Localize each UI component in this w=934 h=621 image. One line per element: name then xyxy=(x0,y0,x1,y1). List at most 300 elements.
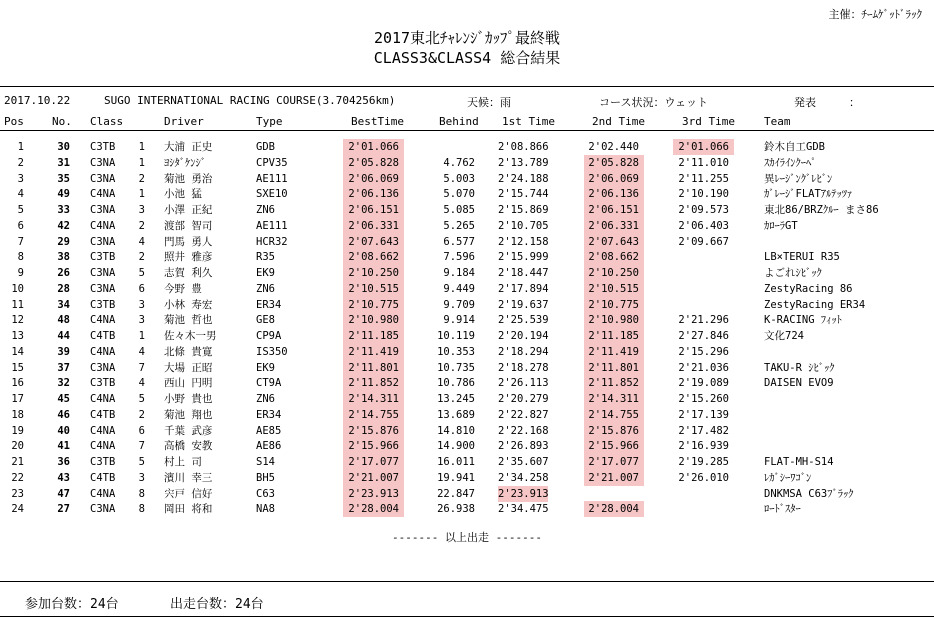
behind-cell: 26.938 xyxy=(437,503,475,516)
third-time-cell: 2'11.255 xyxy=(678,172,729,185)
best-time-cell: 2'11.185 xyxy=(343,328,404,344)
pos-cell: 4 xyxy=(17,188,24,201)
behind-cell: 9.449 xyxy=(443,282,475,295)
second-time-cell: 2'15.966 xyxy=(584,438,644,454)
class-rank-cell: 1 xyxy=(138,156,145,169)
pos-cell: 18 xyxy=(11,408,24,421)
car-type-cell: CP9A xyxy=(256,330,282,342)
table-row xyxy=(0,281,934,297)
announcement-time: 発表 ： xyxy=(794,96,860,109)
entries-count: 参加台数：24台 xyxy=(25,597,119,612)
second-time-cell: 2'28.004 xyxy=(584,501,644,517)
best-time-cell: 2'21.007 xyxy=(343,470,404,486)
class-rank-cell: 4 xyxy=(138,235,145,248)
table-row xyxy=(0,328,934,344)
car-type-cell: R35 xyxy=(256,251,275,264)
table-row xyxy=(0,423,934,439)
behind-cell: 10.735 xyxy=(437,361,475,374)
best-time-cell: 2'06.331 xyxy=(343,218,404,234)
second-time-cell: 2'15.876 xyxy=(584,423,644,439)
third-time-cell: 2'15.296 xyxy=(678,345,729,358)
driver-cell: 菊池 勇治 xyxy=(164,172,213,185)
second-time-cell: 2'06.069 xyxy=(584,171,644,187)
class-cell: C3NA xyxy=(90,503,116,516)
footer-divider xyxy=(0,581,934,582)
third-time-cell: 2'27.846 xyxy=(678,330,729,342)
best-time-cell: 2'23.913 xyxy=(343,486,404,502)
second-time-cell: 2'06.151 xyxy=(584,202,644,218)
class-cell: C4NA xyxy=(90,314,116,327)
class-rank-cell: 3 xyxy=(138,204,145,216)
second-time-cell: 2'10.515 xyxy=(584,281,644,297)
pos-cell: 5 xyxy=(17,204,24,216)
car-number-cell: 29 xyxy=(57,235,70,248)
col-header-no: No. xyxy=(52,115,72,128)
class-cell: C3TB xyxy=(90,298,116,311)
car-number-cell: 31 xyxy=(57,156,70,169)
class-cell: C4NA xyxy=(90,440,116,453)
behind-cell: 5.085 xyxy=(443,204,475,216)
team-cell: ｶﾞﾚｰｼﾞFLATｱﾙﾃｯﾂｧ xyxy=(764,188,853,201)
driver-cell: 千葉 武彦 xyxy=(164,424,213,437)
second-time-cell: 2'11.185 xyxy=(584,328,644,344)
class-cell: C4NA xyxy=(90,219,116,232)
starters-count: 出走台数：24台 xyxy=(170,597,264,612)
second-time-cell: 2'11.801 xyxy=(584,360,644,376)
car-type-cell: HCR32 xyxy=(256,235,288,248)
behind-cell: 16.011 xyxy=(437,456,475,468)
second-time-cell: 2'08.662 xyxy=(584,249,644,265)
table-row xyxy=(0,360,934,376)
class-rank-cell: 2 xyxy=(138,172,145,185)
car-type-cell: ZN6 xyxy=(256,393,275,405)
pos-cell: 3 xyxy=(17,172,24,185)
behind-cell: 10.353 xyxy=(437,345,475,358)
best-time-cell: 2'11.419 xyxy=(343,344,404,360)
team-cell: 文化724 xyxy=(764,330,804,342)
first-time-cell: 2'34.475 xyxy=(498,503,549,516)
car-number-cell: 34 xyxy=(57,298,70,311)
table-row xyxy=(0,155,934,171)
class-rank-cell: 2 xyxy=(138,219,145,232)
table-row xyxy=(0,454,934,470)
class-cell: C3TB xyxy=(90,251,116,264)
driver-cell: 濱川 幸三 xyxy=(164,471,213,484)
best-time-cell: 2'05.828 xyxy=(343,155,404,171)
second-time-cell: 2'10.980 xyxy=(584,312,644,328)
col-header-besttime: BestTime xyxy=(351,115,404,128)
table-row xyxy=(0,375,934,391)
driver-cell: ﾖｼﾀﾞｹﾝｼﾞ xyxy=(164,156,206,169)
class-rank-cell: 3 xyxy=(138,471,145,484)
driver-cell: 岡田 将和 xyxy=(164,503,213,516)
pos-cell: 23 xyxy=(11,487,24,500)
driver-cell: 西山 円明 xyxy=(164,377,213,390)
pos-cell: 16 xyxy=(11,377,24,390)
best-time-cell: 2'14.311 xyxy=(343,391,404,407)
second-time-cell: 2'11.852 xyxy=(584,375,644,391)
class-rank-cell: 2 xyxy=(138,408,145,421)
third-time-cell: 2'17.482 xyxy=(678,424,729,437)
table-row xyxy=(0,297,934,313)
driver-cell: 小池 猛 xyxy=(164,188,202,201)
col-header-pos: Pos xyxy=(4,115,24,128)
first-time-cell: 2'22.827 xyxy=(498,408,549,421)
class-rank-cell: 5 xyxy=(138,456,145,468)
car-number-cell: 35 xyxy=(57,172,70,185)
col-header-3rd-time: 3rd Time xyxy=(682,115,735,128)
class-rank-cell: 5 xyxy=(138,393,145,405)
first-time-cell: 2'15.744 xyxy=(498,188,549,201)
car-type-cell: EK9 xyxy=(256,361,275,374)
team-cell: DAISEN EVO9 xyxy=(764,377,834,390)
best-time-cell: 2'11.801 xyxy=(343,360,404,376)
table-row xyxy=(0,438,934,454)
behind-cell: 10.786 xyxy=(437,377,475,390)
second-time-cell: 2'14.311 xyxy=(584,391,644,407)
first-time-cell: 2'18.447 xyxy=(498,267,549,279)
driver-cell: 大浦 正史 xyxy=(164,141,213,153)
pos-cell: 24 xyxy=(11,503,24,516)
car-number-cell: 49 xyxy=(57,188,70,201)
class-rank-cell: 6 xyxy=(138,424,145,437)
best-time-cell: 2'17.077 xyxy=(343,454,404,470)
header-divider xyxy=(0,130,934,131)
driver-cell: 高橋 安教 xyxy=(164,440,213,453)
behind-cell: 7.596 xyxy=(443,251,475,264)
course-status: コース状況：ウェット xyxy=(599,96,709,109)
table-row xyxy=(0,218,934,234)
pos-cell: 14 xyxy=(11,345,24,358)
behind-cell: 4.762 xyxy=(443,156,475,169)
team-cell: 鈴木自工GDB xyxy=(764,141,825,153)
car-type-cell: S14 xyxy=(256,456,275,468)
car-type-cell: NA8 xyxy=(256,503,275,516)
pos-cell: 22 xyxy=(11,471,24,484)
car-number-cell: 46 xyxy=(57,408,70,421)
car-number-cell: 47 xyxy=(57,487,70,500)
team-cell: ｶﾛｰﾗGT xyxy=(764,219,798,232)
car-type-cell: C63 xyxy=(256,487,275,500)
second-time-cell: 2'10.250 xyxy=(584,265,644,281)
second-time-cell: 2'07.643 xyxy=(584,234,644,250)
table-row xyxy=(0,344,934,360)
third-time-cell: 2'10.190 xyxy=(678,188,729,201)
pos-cell: 7 xyxy=(17,235,24,248)
best-time-cell: 2'11.852 xyxy=(343,375,404,391)
pos-cell: 1 xyxy=(17,141,24,153)
car-type-cell: BH5 xyxy=(256,471,275,484)
col-header-class: Class xyxy=(90,115,124,128)
best-time-cell: 2'10.250 xyxy=(343,265,404,281)
class-rank-cell: 4 xyxy=(138,345,145,358)
pos-cell: 12 xyxy=(11,314,24,327)
team-cell: DNKMSA C63ﾌﾞﾗｯｸ xyxy=(764,487,854,500)
first-time-cell: 2'18.294 xyxy=(498,345,549,358)
third-time-cell: 2'21.036 xyxy=(678,361,729,374)
pos-cell: 15 xyxy=(11,361,24,374)
third-time-cell: 2'16.939 xyxy=(678,440,729,453)
car-type-cell: ER34 xyxy=(256,298,282,311)
pos-cell: 19 xyxy=(11,424,24,437)
team-cell: ｽｶｲﾗｲﾝｸｰﾍﾟ xyxy=(764,156,817,169)
class-cell: C4NA xyxy=(90,188,116,201)
driver-cell: 大場 正昭 xyxy=(164,361,213,374)
page-title: 2017東北ﾁｬﾚﾝｼﾞｶｯﾌﾟ最終戦 xyxy=(373,29,561,47)
car-type-cell: GE8 xyxy=(256,314,275,327)
car-type-cell: CT9A xyxy=(256,377,282,390)
top-divider xyxy=(0,86,934,87)
third-time-cell: 2'09.667 xyxy=(678,235,729,248)
car-type-cell: SXE10 xyxy=(256,188,288,201)
third-time-cell: 2'01.066 xyxy=(673,139,734,155)
car-type-cell: AE111 xyxy=(256,172,288,185)
table-row xyxy=(0,407,934,423)
class-cell: C3NA xyxy=(90,282,116,295)
behind-cell: 9.914 xyxy=(443,314,475,327)
second-time-cell: 2'05.828 xyxy=(584,155,644,171)
car-number-cell: 39 xyxy=(57,345,70,358)
pos-cell: 2 xyxy=(17,156,24,169)
class-cell: C3NA xyxy=(90,361,116,374)
best-time-cell: 2'06.151 xyxy=(343,202,404,218)
driver-cell: 志賀 利久 xyxy=(164,267,213,279)
col-header-type: Type xyxy=(256,115,283,128)
class-cell: C4NA xyxy=(90,424,116,437)
car-number-cell: 40 xyxy=(57,424,70,437)
event-date: 2017.10.22 xyxy=(4,94,71,107)
course-name: SUGO INTERNATIONAL RACING COURSE(3.704256km) xyxy=(104,94,396,107)
table-row xyxy=(0,171,934,187)
third-time-cell: 2'19.285 xyxy=(678,456,729,468)
second-time-cell: 2'17.077 xyxy=(584,454,644,470)
third-time-cell: 2'21.296 xyxy=(678,314,729,327)
car-number-cell: 45 xyxy=(57,393,70,405)
pos-cell: 10 xyxy=(11,282,24,295)
car-number-cell: 38 xyxy=(57,251,70,264)
driver-cell: 渡部 智司 xyxy=(164,219,213,232)
class-rank-cell: 8 xyxy=(138,487,145,500)
team-cell: ZestyRacing ER34 xyxy=(764,298,866,311)
table-row xyxy=(0,391,934,407)
first-time-cell: 2'17.894 xyxy=(498,282,549,295)
driver-cell: 今野 豊 xyxy=(164,282,202,295)
driver-cell: 小野 貴也 xyxy=(164,393,213,405)
behind-cell: 5.003 xyxy=(443,172,475,185)
third-time-cell: 2'26.010 xyxy=(678,471,729,484)
third-time-cell: 2'17.139 xyxy=(678,408,729,421)
class-cell: C4NA xyxy=(90,393,116,405)
best-time-cell: 2'10.980 xyxy=(343,312,404,328)
behind-cell: 13.245 xyxy=(437,393,475,405)
class-cell: C3TB xyxy=(90,456,116,468)
first-time-cell: 2'24.188 xyxy=(498,172,549,185)
table-row xyxy=(0,265,934,281)
first-time-cell: 2'15.999 xyxy=(498,251,549,264)
pos-cell: 20 xyxy=(11,440,24,453)
class-cell: C4NA xyxy=(90,345,116,358)
car-number-cell: 43 xyxy=(57,471,70,484)
first-time-cell: 2'26.893 xyxy=(498,440,549,453)
table-row xyxy=(0,501,934,517)
first-time-cell: 2'08.866 xyxy=(498,141,549,153)
first-time-cell: 2'23.913 xyxy=(498,487,549,500)
driver-cell: 宍戸 信好 xyxy=(164,487,213,500)
pos-cell: 9 xyxy=(17,267,24,279)
car-type-cell: ZN6 xyxy=(256,282,275,295)
best-time-cell: 2'06.136 xyxy=(343,186,404,202)
second-time-cell: 2'10.775 xyxy=(584,297,644,313)
best-time-cell: 2'01.066 xyxy=(343,139,404,155)
table-row xyxy=(0,139,934,155)
second-time-cell: 2'06.136 xyxy=(584,186,644,202)
class-cell: C3TB xyxy=(90,377,116,390)
class-rank-cell: 2 xyxy=(138,251,145,264)
car-type-cell: ER34 xyxy=(256,408,282,421)
driver-cell: 佐々木一男 xyxy=(164,330,217,342)
second-time-cell: 2'21.007 xyxy=(584,470,644,486)
car-type-cell: AE111 xyxy=(256,219,288,232)
best-time-cell: 2'28.004 xyxy=(343,501,404,517)
car-type-cell: AE86 xyxy=(256,440,282,453)
class-cell: C3NA xyxy=(90,204,116,216)
team-cell: K-RACING ﾌｨｯﾄ xyxy=(764,314,842,327)
class-cell: C3NA xyxy=(90,156,116,169)
class-cell: C3NA xyxy=(90,267,116,279)
first-time-cell: 2'34.258 xyxy=(498,471,549,484)
second-time-cell: 2'06.331 xyxy=(584,218,644,234)
car-number-cell: 30 xyxy=(57,141,70,153)
col-header-behind: Behind xyxy=(439,115,479,128)
second-time-cell: 2'11.419 xyxy=(584,344,644,360)
team-cell: 東北86/BRZｸﾙｰ まさ86 xyxy=(764,204,879,216)
table-row xyxy=(0,234,934,250)
second-time-cell: 2'02.440 xyxy=(588,141,639,153)
first-time-cell: 2'22.168 xyxy=(498,424,549,437)
driver-cell: 小林 寿宏 xyxy=(164,298,213,311)
driver-cell: 門馬 勇人 xyxy=(164,235,213,248)
col-header-driver: Driver xyxy=(164,115,204,128)
class-cell: C4TB xyxy=(90,471,116,484)
behind-cell: 13.689 xyxy=(437,408,475,421)
driver-cell: 菊池 哲也 xyxy=(164,314,213,327)
col-header-1st-time: 1st Time xyxy=(502,115,555,128)
col-header-2nd-time: 2nd Time xyxy=(592,115,645,128)
class-rank-cell: 1 xyxy=(138,188,145,201)
class-cell: C3NA xyxy=(90,172,116,185)
behind-cell: 14.900 xyxy=(437,440,475,453)
third-time-cell: 2'15.260 xyxy=(678,393,729,405)
best-time-cell: 2'15.966 xyxy=(343,438,404,454)
first-time-cell: 2'19.637 xyxy=(498,298,549,311)
best-time-cell: 2'08.662 xyxy=(343,249,404,265)
class-rank-cell: 6 xyxy=(138,282,145,295)
best-time-cell: 2'10.515 xyxy=(343,281,404,297)
class-cell: C4NA xyxy=(90,487,116,500)
first-time-cell: 2'18.278 xyxy=(498,361,549,374)
car-number-cell: 36 xyxy=(57,456,70,468)
best-time-cell: 2'14.755 xyxy=(343,407,404,423)
best-time-cell: 2'10.775 xyxy=(343,297,404,313)
class-rank-cell: 3 xyxy=(138,314,145,327)
behind-cell: 19.941 xyxy=(437,471,475,484)
first-time-cell: 2'26.113 xyxy=(498,377,549,390)
team-cell: TAKU-R ｼﾋﾞｯｸ xyxy=(764,361,835,374)
car-number-cell: 28 xyxy=(57,282,70,295)
car-type-cell: ZN6 xyxy=(256,204,275,216)
team-cell: FLAT-MH-S14 xyxy=(764,456,834,468)
behind-cell: 5.265 xyxy=(443,219,475,232)
team-cell: よごれｼﾋﾞｯｸ xyxy=(764,267,822,279)
table-row xyxy=(0,249,934,265)
driver-cell: 菊池 翔也 xyxy=(164,408,213,421)
col-header-team: Team xyxy=(764,115,791,128)
best-time-cell: 2'07.643 xyxy=(343,234,404,250)
third-time-cell: 2'11.010 xyxy=(678,156,729,169)
car-number-cell: 37 xyxy=(57,361,70,374)
behind-cell: 6.577 xyxy=(443,235,475,248)
team-cell: 異ﾚｰｼﾞﾝｸﾞﾚﾋﾞﾝ xyxy=(764,172,833,185)
class-cell: C3TB xyxy=(90,141,116,153)
team-cell: LB×TERUI R35 xyxy=(764,251,840,264)
class-rank-cell: 3 xyxy=(138,298,145,311)
car-number-cell: 41 xyxy=(57,440,70,453)
pos-cell: 11 xyxy=(11,298,24,311)
table-row xyxy=(0,470,934,486)
class-cell: C4TB xyxy=(90,330,116,342)
class-rank-cell: 7 xyxy=(138,440,145,453)
second-time-cell: 2'14.755 xyxy=(584,407,644,423)
pos-cell: 21 xyxy=(11,456,24,468)
third-time-cell: 2'06.403 xyxy=(678,219,729,232)
best-time-cell: 2'06.069 xyxy=(343,171,404,187)
pos-cell: 17 xyxy=(11,393,24,405)
car-number-cell: 44 xyxy=(57,330,70,342)
first-time-cell: 2'20.194 xyxy=(498,330,549,342)
first-time-cell: 2'15.869 xyxy=(498,204,549,216)
behind-cell: 10.119 xyxy=(437,330,475,342)
driver-cell: 照井 雅彦 xyxy=(164,251,213,264)
car-type-cell: CPV35 xyxy=(256,156,288,169)
behind-cell: 5.070 xyxy=(443,188,475,201)
driver-cell: 村上 司 xyxy=(164,456,202,468)
first-time-cell: 2'20.279 xyxy=(498,393,549,405)
pos-cell: 8 xyxy=(17,251,24,264)
team-cell: ﾛｰﾄﾞｽﾀｰ xyxy=(764,503,801,516)
pos-cell: 13 xyxy=(11,330,24,342)
car-type-cell: EK9 xyxy=(256,267,275,279)
best-time-cell: 2'15.876 xyxy=(343,423,404,439)
third-time-cell: 2'09.573 xyxy=(678,204,729,216)
car-number-cell: 33 xyxy=(57,204,70,216)
car-number-cell: 42 xyxy=(57,219,70,232)
class-rank-cell: 1 xyxy=(138,141,145,153)
table-row xyxy=(0,312,934,328)
first-time-cell: 2'35.607 xyxy=(498,456,549,468)
car-type-cell: GDB xyxy=(256,141,275,153)
car-number-cell: 48 xyxy=(57,314,70,327)
car-number-cell: 26 xyxy=(57,267,70,279)
third-time-cell: 2'19.089 xyxy=(678,377,729,390)
car-number-cell: 32 xyxy=(57,377,70,390)
car-type-cell: AE85 xyxy=(256,424,282,437)
weather: 天候：雨 xyxy=(467,96,511,109)
behind-cell: 9.184 xyxy=(443,267,475,279)
first-time-cell: 2'12.158 xyxy=(498,235,549,248)
organizer-label: 主催：ﾁｰﾑｹﾞｯﾄﾞﾗｯｸ xyxy=(828,8,922,21)
bottom-divider xyxy=(0,616,934,617)
table-row xyxy=(0,186,934,202)
